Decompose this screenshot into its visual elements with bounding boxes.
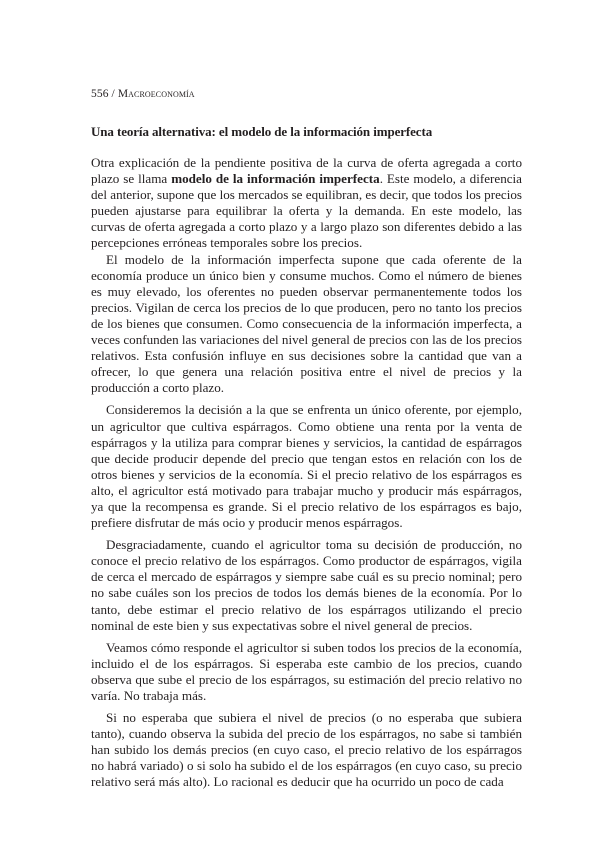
paragraph-6: Si no esperaba que subiera el nivel de precios (o no esperaba que subiera tanto), cuando observa la subida del precio de los espárragos, no sabe si también han subido los demás precios (en cuyo caso, el precio relativo de los espárragos no habrá variado) o si solo ha subido el de los espárragos (en cuyo caso, su precio relativo será más alto). Lo racional es deducir que ha ocurrido un poco de cada xyxy=(91,710,522,790)
paragraph-2: El modelo de la información imperfecta supone que cada oferente de la economía produce un único bien y consume muchos. Como el número de bienes es muy elevado, los oferentes no pueden observar permanentemente todos los precios. Vigilan de cerca los precios de lo que producen, pero no tanto los precios de los bienes que consumen. Como consecuencia de la información imperfecta, a veces confunden las variaciones del nivel general de precios con las de los precios relativos. Esta confusión influye en sus decisiones sobre la cantidad que van a ofrecer, lo que genera una relación positiva entre el nivel de precios y la producción a corto plazo. xyxy=(91,251,522,396)
header-separator: / xyxy=(111,88,115,100)
paragraph-4: Desgraciadamente, cuando el agricultor toma su decisión de producción, no conoce el precio relativo de los espárragos. Como productor de espárragos, vigila de cerca el mercado de espárragos y siempre sabe cuál es su precio nominal; pero no sabe cuáles son los precios de todos los demás bienes de la economía. Por lo tanto, debe estimar el precio relativo de los espárragos utilizando el precio nominal de este bien y sus expectativas sobre el nivel general de precios. xyxy=(91,537,522,633)
book-title: Macroeconomía xyxy=(117,88,195,100)
section-title: Una teoría alternativa: el modelo de la información imperfecta xyxy=(91,124,433,139)
paragraph-3: Consideremos la decisión a la que se enfrenta un único oferente, por ejemplo, un agricultor que cultiva espárragos. Como obtiene una renta por la venta de espárragos y la utiliza para comprar bienes y servicios, la cantidad de espárragos que decide producir depende del precio que tengan estos en relación con los de otros bienes y servicios de la economía. Si el precio relativo de los espárragos es alto, el agricultor está motivado para trabajar mucho y producir más espárragos, ya que la recompensa es grande. Si el precio relativo de los espárragos es bajo, prefiere disfrutar de más ocio y producir menos espárragos. xyxy=(91,402,522,531)
key-term: modelo de la información imperfecta xyxy=(171,171,380,187)
running-head xyxy=(91,88,195,100)
body-text xyxy=(91,155,522,791)
paragraph-1 xyxy=(91,155,522,252)
paragraph-5: Veamos cómo responde el agricultor si suben todos los precios de la economía, incluido el de los espárragos. Si esperaba este cambio de los precios, cuando observa que sube el precio de los espárragos, su estimación del precio relativo no varía. No trabaja más. xyxy=(91,639,522,703)
paragraph-1-intro: Otra explicación de la pendiente positiva de la curva de oferta agregada a corto plazo se llama xyxy=(91,155,522,187)
paragraph-1-rest: . Este modelo, a diferencia del anterior, supone que los mercados se equilibran, es decir, que todos los precios pueden ajustarse para equilibrar la oferta y la demanda. En este modelo, las curvas de oferta agregada a corto plazo y a largo plazo son diferentes debido a las percepciones erróneas temporales sobre los precios. xyxy=(91,171,522,251)
page-number: 556 xyxy=(91,88,109,100)
